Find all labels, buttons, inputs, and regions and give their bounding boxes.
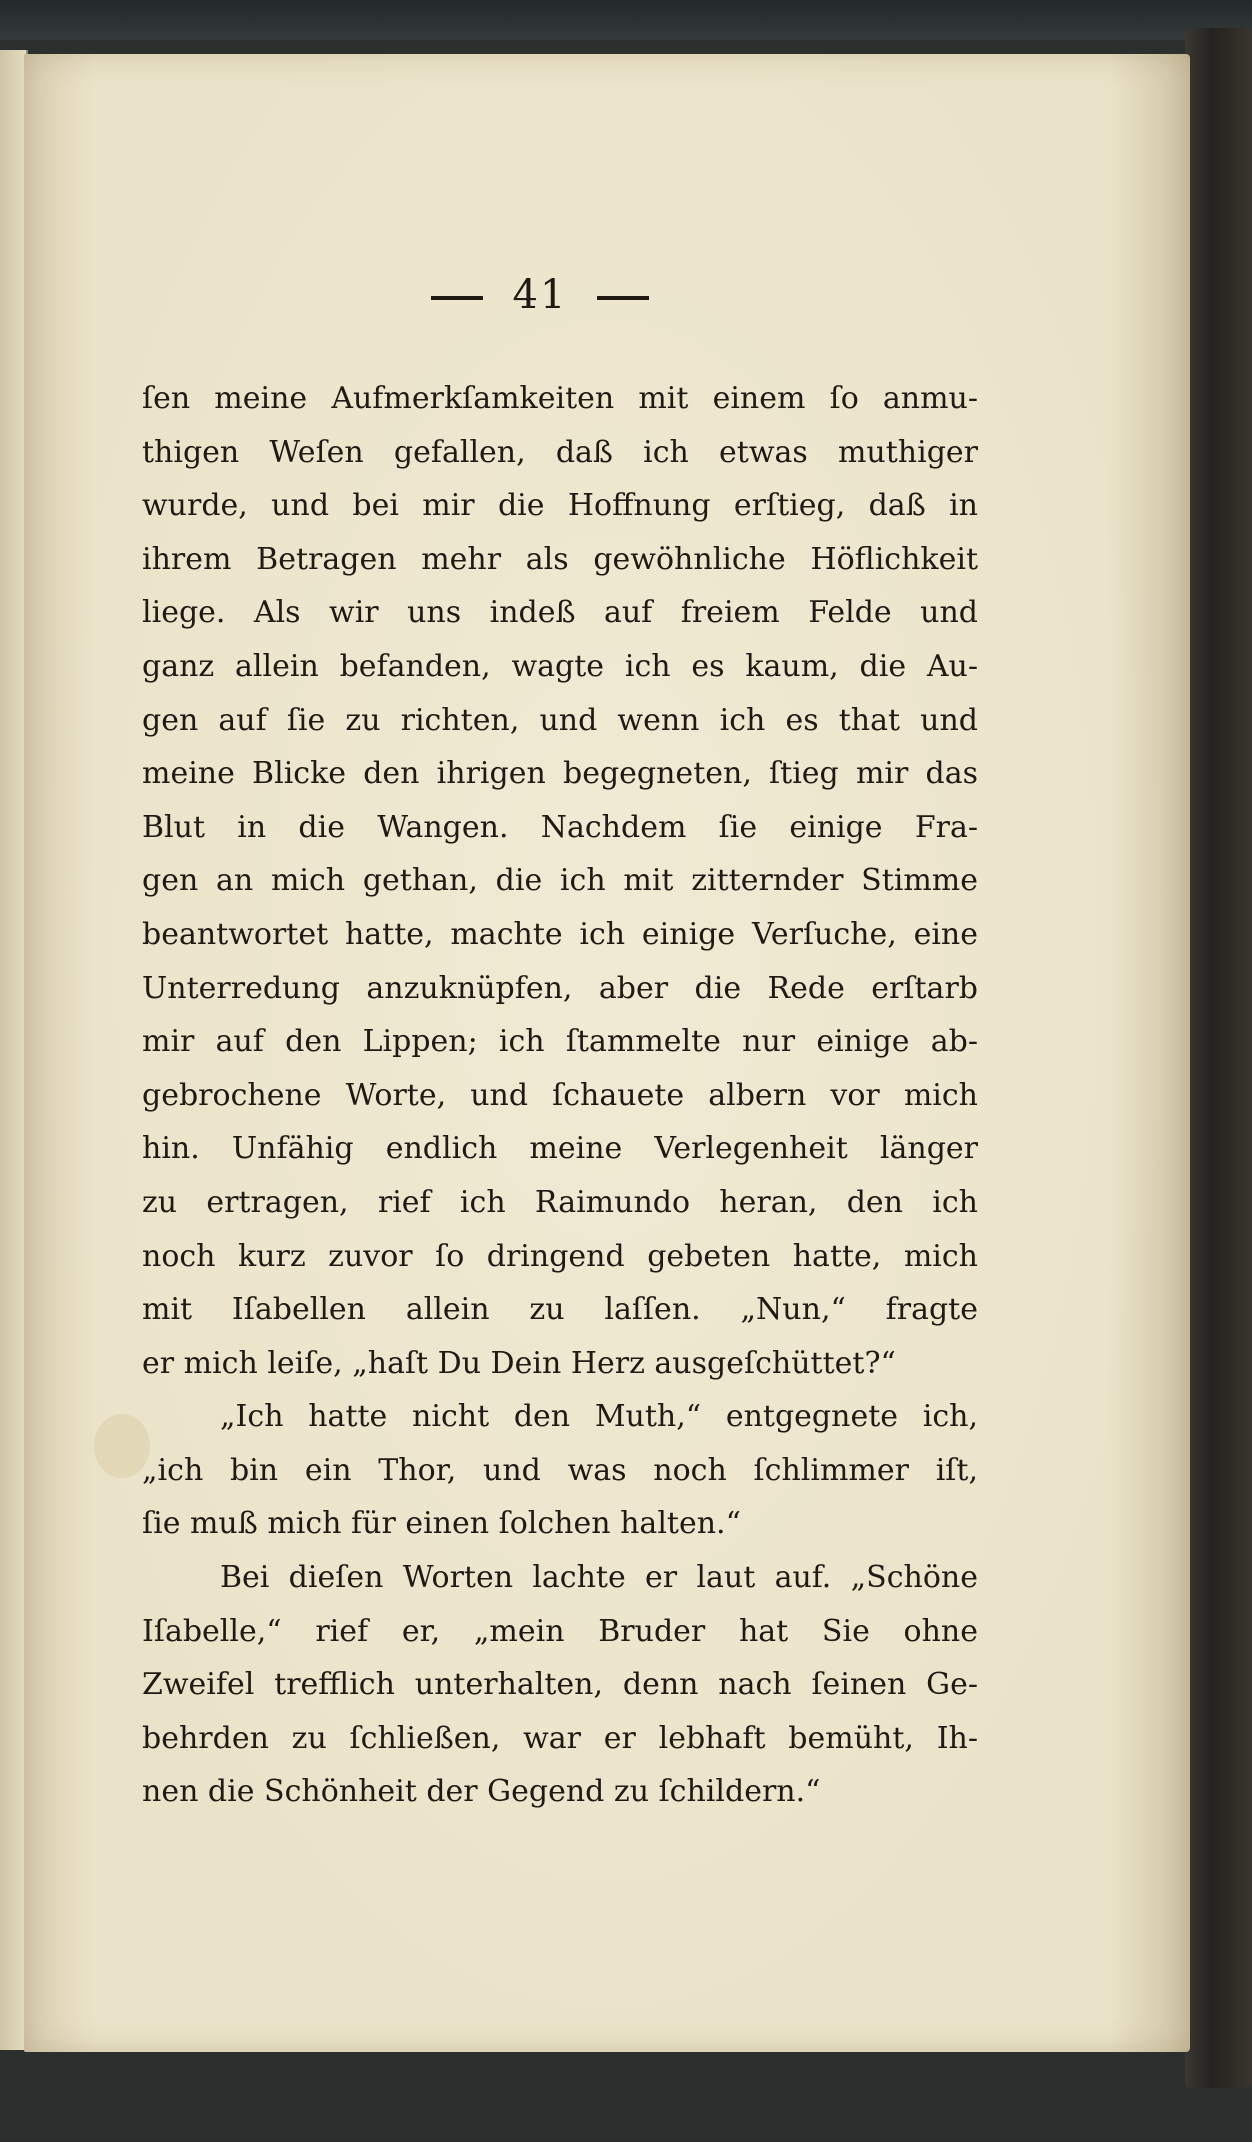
page-number: 41	[512, 272, 568, 318]
text-line: meine Blicke den ihrigen begegneten, ſtieg mir das	[142, 756, 978, 792]
text-line: Zweifel trefflich unterhalten, denn nach ſeinen Ge-	[142, 1667, 978, 1703]
text-line: zu ertragen, rief ich Raimundo heran, den ich	[142, 1184, 978, 1220]
header-dash-right	[597, 296, 649, 300]
scan-background-top	[0, 0, 1252, 40]
text-line: beantwortet hatte, machte ich einige Verſuche, eine	[142, 916, 978, 952]
text-line: Bei dieſen Worten lachte er laut auf. „Schöne	[220, 1560, 978, 1596]
text-line: liege. Als wir uns indeß auf freiem Felde und	[142, 595, 978, 631]
header-dash-left	[431, 296, 483, 300]
text-line: Iſabelle,“ rief er, „mein Bruder hat Sie ohne	[142, 1613, 978, 1649]
text-line: er mich leiſe, „haſt Du Dein Herz ausgeſchüttet?“	[142, 1345, 896, 1381]
text-line: wurde, und bei mir die Hoffnung erſtieg, daß in	[142, 488, 978, 524]
text-line: ganz allein befanden, wagte ich es kaum, die Au-	[142, 648, 978, 684]
text-line: ihrem Betragen mehr als gewöhnliche Höflichkeit	[142, 541, 978, 577]
text-line: thigen Weſen gefallen, daß ich etwas muthiger	[142, 434, 978, 470]
text-line: hin. Unfähig endlich meine Verlegenheit länger	[142, 1131, 978, 1167]
body-text	[142, 372, 978, 1819]
text-line: ſie muß mich für einen ſolchen halten.“	[142, 1506, 741, 1542]
text-line: gebrochene Worte, und ſchauete albern vor mich	[142, 1077, 978, 1113]
text-line: gen an mich gethan, die ich mit zitternder Stimme	[142, 863, 978, 899]
text-line: behrden zu ſchließen, war er lebhaft bemüht, Ih-	[142, 1720, 978, 1756]
text-line: noch kurz zuvor ſo dringend gebeten hatte, mich	[142, 1238, 978, 1274]
text-line: Unterredung anzuknüpfen, aber die Rede erſtarb	[142, 970, 978, 1006]
text-line: ſen meine Aufmerkſamkeiten mit einem ſo anmu-	[142, 381, 978, 416]
text-line: Blut in die Wangen. Nachdem ſie einige Fra-	[142, 809, 978, 845]
text-line: „ich bin ein Thor, und was noch ſchlimmer iſt,	[142, 1452, 978, 1488]
page-header	[390, 272, 690, 318]
text-line: gen auf ſie zu richten, und wenn ich es that und	[142, 702, 978, 738]
text-line: mir auf den Lippen; ich ſtammelte nur einige ab-	[142, 1024, 978, 1060]
book-cover-edge	[1185, 28, 1252, 2088]
text-line: „Ich hatte nicht den Muth,“ entgegnete ich,	[220, 1399, 978, 1435]
text-line: mit Iſabellen allein zu laſſen. „Nun,“ fragte	[142, 1292, 978, 1328]
text-line: nen die Schönheit der Gegend zu ſchildern.“	[142, 1774, 821, 1810]
